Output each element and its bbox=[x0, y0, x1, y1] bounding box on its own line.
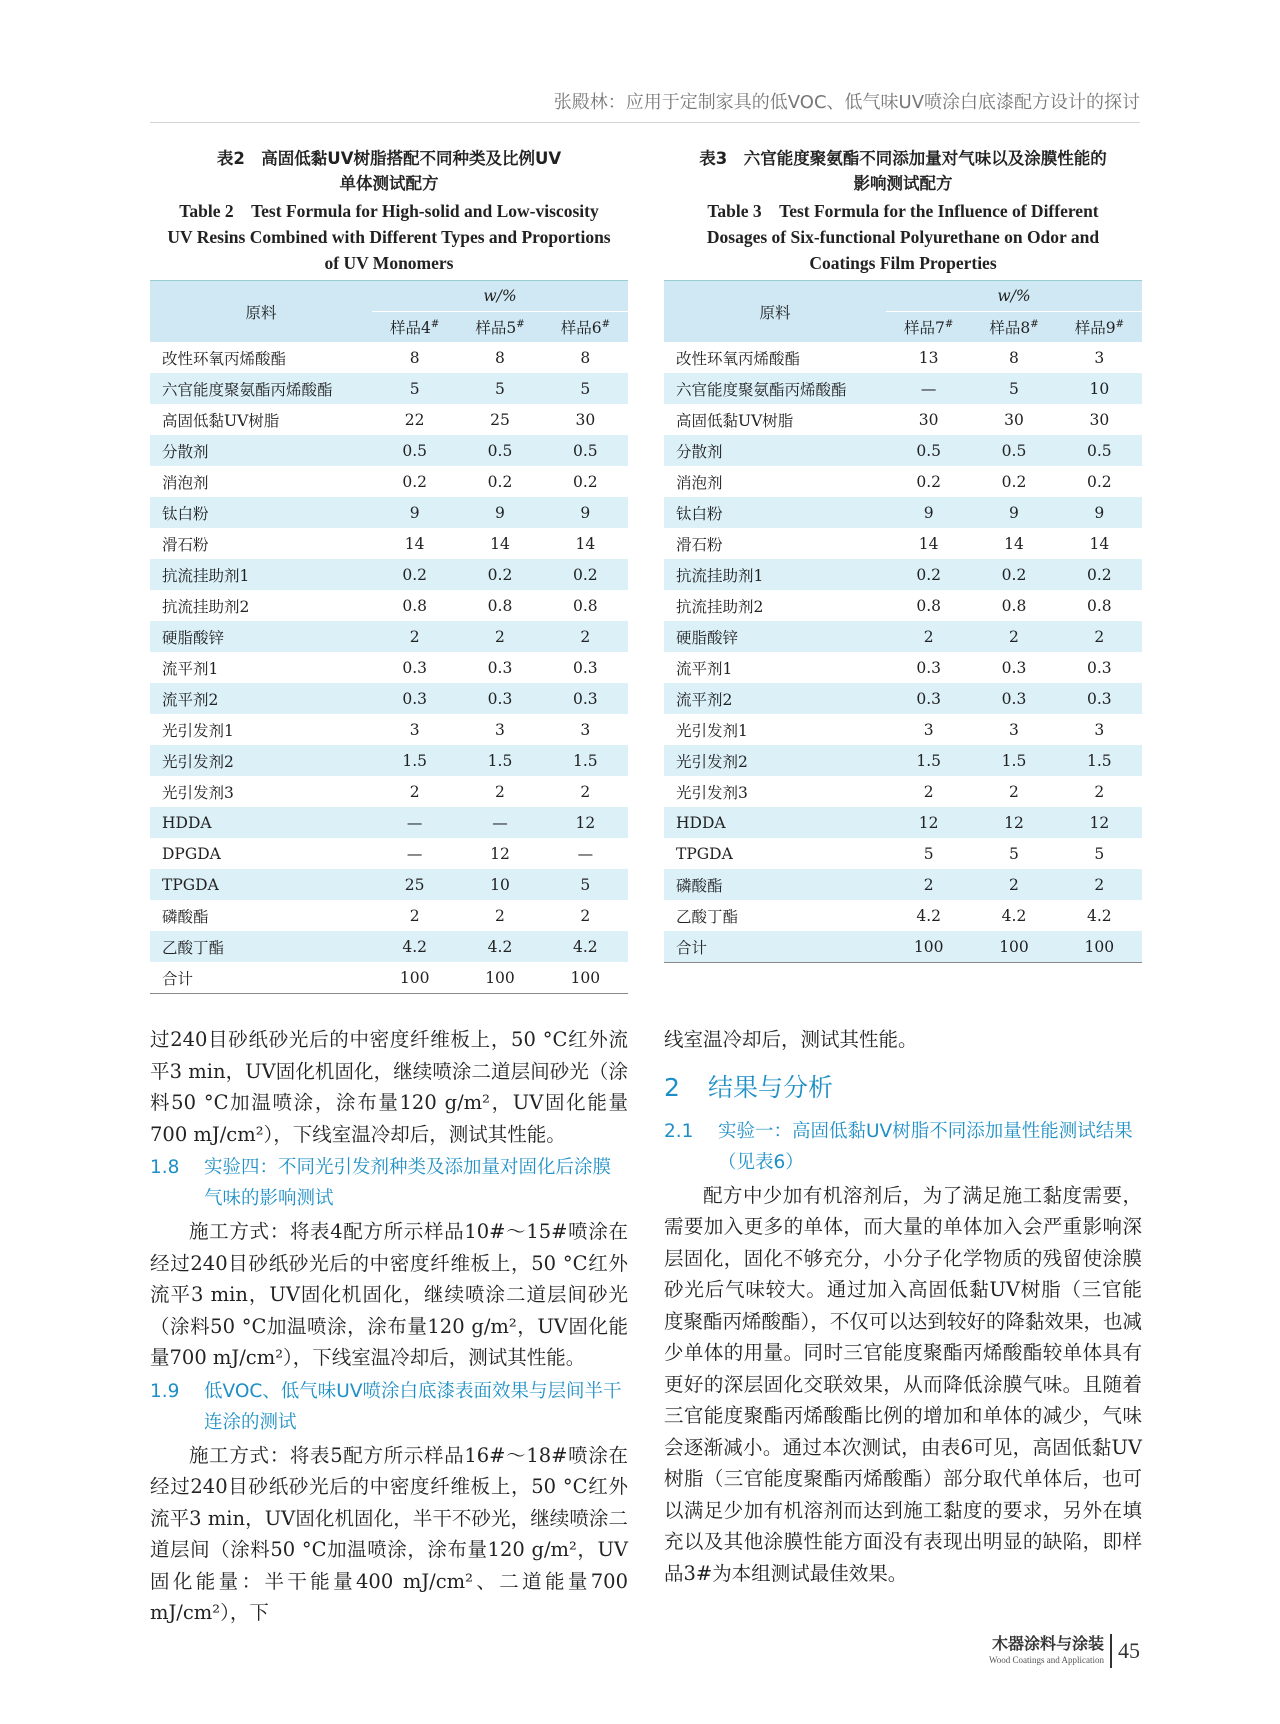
table-2-block bbox=[150, 146, 628, 994]
caption-line: UV Resins Combined with Different Types and Proportions bbox=[167, 227, 611, 247]
sample-value: 0.8 bbox=[886, 590, 971, 621]
table-row bbox=[664, 652, 1142, 683]
sample-value: 5 bbox=[543, 869, 628, 900]
material-name: 高固低黏UV树脂 bbox=[664, 404, 886, 435]
footer-divider bbox=[1110, 1634, 1112, 1668]
table-row bbox=[664, 404, 1142, 435]
sample-value: 14 bbox=[543, 528, 628, 559]
sample-value: 2 bbox=[543, 900, 628, 931]
material-name: 抗流挂助剂2 bbox=[664, 590, 886, 621]
sample-value: 0.8 bbox=[1057, 590, 1142, 621]
sample-value: 1.5 bbox=[372, 745, 457, 776]
sample-value: 10 bbox=[1057, 373, 1142, 404]
sample-value: 9 bbox=[1057, 497, 1142, 528]
caption-line: Table 3 Test Formula for the Influence of Different bbox=[707, 201, 1099, 221]
material-name: 钛白粉 bbox=[150, 497, 372, 528]
sample-value: 30 bbox=[543, 404, 628, 435]
table-row bbox=[664, 683, 1142, 714]
header-unit: w/% bbox=[886, 281, 1142, 312]
material-name: 流平剂1 bbox=[150, 652, 372, 683]
material-name: 抗流挂助剂1 bbox=[664, 559, 886, 590]
sample-value: 30 bbox=[1057, 404, 1142, 435]
table-row bbox=[664, 745, 1142, 776]
sample-value: 0.5 bbox=[457, 435, 542, 466]
sample-value: 2 bbox=[372, 900, 457, 931]
material-name: 改性环氧丙烯酸酯 bbox=[664, 342, 886, 373]
sample-value: 2 bbox=[971, 776, 1056, 807]
sample-value: 0.3 bbox=[971, 652, 1056, 683]
header-sample: 样品7# bbox=[886, 312, 971, 343]
paragraph: 过240目砂纸砂光后的中密度纤维板上，50 °C红外流平3 min，UV固化机固化，继续喷涂二道层间砂光（涂料50 °C加温喷涂，涂布量120 g/m²，UV固化能量700 mJ/cm²），下线室温冷却后，测试其性能。 bbox=[150, 1028, 628, 1146]
sample-value: 4.2 bbox=[971, 900, 1056, 931]
material-name: 滑石粉 bbox=[664, 528, 886, 559]
sample-value: 8 bbox=[372, 342, 457, 373]
sample-value: 0.2 bbox=[372, 559, 457, 590]
material-name: 合计 bbox=[664, 931, 886, 963]
caption-line: Dosages of Six-functional Polyurethane on Odor and bbox=[706, 227, 1100, 247]
sample-value: — bbox=[372, 807, 457, 838]
table-row bbox=[150, 652, 628, 683]
sample-value: 100 bbox=[543, 962, 628, 994]
paragraph: 线室温冷却后，测试其性能。 bbox=[664, 1028, 918, 1051]
sample-value: 0.5 bbox=[543, 435, 628, 466]
sample-value: 0.3 bbox=[372, 652, 457, 683]
running-header bbox=[150, 88, 1140, 123]
sample-value: — bbox=[457, 807, 542, 838]
sample-value: 12 bbox=[457, 838, 542, 869]
material-name: 光引发剂1 bbox=[664, 714, 886, 745]
table-row bbox=[664, 838, 1142, 869]
caption-line: of UV Monomers bbox=[324, 253, 454, 273]
table-row bbox=[664, 342, 1142, 373]
sample-value: 0.2 bbox=[372, 466, 457, 497]
sample-value: 0.3 bbox=[886, 652, 971, 683]
sample-value: 1.5 bbox=[971, 745, 1056, 776]
sample-value: 5 bbox=[886, 838, 971, 869]
material-name: 消泡剂 bbox=[150, 466, 372, 497]
table-row bbox=[150, 559, 628, 590]
sample-value: 0.8 bbox=[971, 590, 1056, 621]
sample-value: 5 bbox=[1057, 838, 1142, 869]
material-name: 抗流挂助剂1 bbox=[150, 559, 372, 590]
header-material: 原料 bbox=[150, 281, 372, 343]
sample-value: 1.5 bbox=[1057, 745, 1142, 776]
sample-value: 9 bbox=[971, 497, 1056, 528]
sample-value: 2 bbox=[886, 776, 971, 807]
table-row bbox=[150, 435, 628, 466]
table-row bbox=[150, 900, 628, 931]
table-row bbox=[664, 466, 1142, 497]
caption-line: 影响测试配方 bbox=[853, 174, 953, 193]
sample-value: 2 bbox=[886, 869, 971, 900]
sample-value: 0.2 bbox=[1057, 466, 1142, 497]
sample-value: 100 bbox=[886, 931, 971, 963]
table-row bbox=[664, 931, 1142, 963]
sample-value: — bbox=[886, 373, 971, 404]
material-name: 光引发剂3 bbox=[664, 776, 886, 807]
table-3-block bbox=[664, 146, 1142, 963]
sample-value: 8 bbox=[971, 342, 1056, 373]
sample-value: 3 bbox=[543, 714, 628, 745]
sample-value: 4.2 bbox=[457, 931, 542, 962]
table-row bbox=[150, 342, 628, 373]
sample-value: 8 bbox=[543, 342, 628, 373]
sample-value: 0.3 bbox=[971, 683, 1056, 714]
sample-value: 0.8 bbox=[457, 590, 542, 621]
sample-value: 14 bbox=[886, 528, 971, 559]
sample-value: 0.3 bbox=[543, 683, 628, 714]
material-name: 高固低黏UV树脂 bbox=[150, 404, 372, 435]
sample-value: 5 bbox=[457, 373, 542, 404]
table-row bbox=[664, 590, 1142, 621]
sample-value: 13 bbox=[886, 342, 971, 373]
sample-value: 4.2 bbox=[543, 931, 628, 962]
caption-line: Table 2 Test Formula for High-solid and Low-viscosity bbox=[179, 201, 599, 221]
section-heading-1-8: 1.8 实验四：不同光引发剂种类及添加量对固化后涂膜气味的影响测试 bbox=[150, 1157, 612, 1209]
table-row bbox=[150, 776, 628, 807]
paragraph: 施工方式：将表5配方所示样品16#～18#喷涂在经过240目砂纸砂光后的中密度纤维板上，50 °C红外流平3 min，UV固化机固化，半干不砂光，继续喷涂二道层间（涂料50 °C加温喷涂，涂布量120 g/m²，UV固化能量：半干能量400 mJ/cm²、二道能量700 mJ/cm²），下 bbox=[150, 1443, 628, 1624]
sample-value: 0.2 bbox=[971, 466, 1056, 497]
left-text-column bbox=[150, 1024, 628, 1629]
header-sample: 样品6# bbox=[543, 312, 628, 343]
caption-line: 单体测试配方 bbox=[339, 174, 439, 193]
material-name: 分散剂 bbox=[664, 435, 886, 466]
sample-value: 1.5 bbox=[886, 745, 971, 776]
sample-value: 30 bbox=[971, 404, 1056, 435]
sample-value: 2 bbox=[457, 900, 542, 931]
section-heading-1-9: 1.9 低VOC、低气味UV喷涂白底漆表面效果与层间半干连涂的测试 bbox=[150, 1380, 622, 1433]
sample-value: 30 bbox=[886, 404, 971, 435]
running-title: 张殿林：应用于定制家具的低VOC、低气味UV喷涂白底漆配方设计的探讨 bbox=[553, 92, 1140, 113]
table-row bbox=[150, 807, 628, 838]
sample-value: 1.5 bbox=[543, 745, 628, 776]
sample-value: 0.3 bbox=[457, 683, 542, 714]
sample-value: 12 bbox=[886, 807, 971, 838]
material-name: 流平剂2 bbox=[150, 683, 372, 714]
sample-value: 5 bbox=[971, 838, 1056, 869]
page-number: 45 bbox=[1118, 1638, 1140, 1663]
table-row bbox=[664, 869, 1142, 900]
material-name: 六官能度聚氨酯丙烯酸酯 bbox=[664, 373, 886, 404]
paragraph: 配方中少加有机溶剂后，为了满足施工黏度需要，需要加入更多的单体，而大量的单体加入会严重影响深层固化，固化不够充分，小分子化学物质的残留使涂膜砂光后气味较大。通过加入高固低黏UV树脂（三官能度聚酯丙烯酸酯），不仅可以达到较好的降黏效果，也减少单体的用量。同时三官能度聚酯丙烯酸酯较单体具有更好的深层固化交联效果，从而降低涂膜气味。且随着三官能度聚酯丙烯酸酯比例的增加和单体的减少，气味会逐渐减小。通过本次测试，由表6可见，高固低黏UV树脂（三官能度聚酯丙烯酸酯）部分取代单体后，也可以满足少加有机溶剂而达到施工黏度的要求，另外在填充以及其他涂膜性能方面没有表现出明显的缺陷，即样品3#为本组测试最佳效果。 bbox=[664, 1183, 1142, 1585]
table-row bbox=[664, 528, 1142, 559]
material-name: 光引发剂3 bbox=[150, 776, 372, 807]
sample-value: 3 bbox=[971, 714, 1056, 745]
table-row bbox=[150, 528, 628, 559]
sample-value: 2 bbox=[543, 776, 628, 807]
material-name: 乙酸丁酯 bbox=[150, 931, 372, 962]
table-row bbox=[664, 559, 1142, 590]
sample-value: 0.5 bbox=[971, 435, 1056, 466]
material-name: 流平剂2 bbox=[664, 683, 886, 714]
sample-value: 9 bbox=[886, 497, 971, 528]
table-3 bbox=[664, 280, 1142, 963]
sample-value: 2 bbox=[372, 776, 457, 807]
sample-value: 2 bbox=[971, 869, 1056, 900]
sample-value: 2 bbox=[457, 621, 542, 652]
sample-value: 2 bbox=[543, 621, 628, 652]
material-name: HDDA bbox=[664, 807, 886, 838]
material-name: 六官能度聚氨酯丙烯酸酯 bbox=[150, 373, 372, 404]
sample-value: 2 bbox=[971, 621, 1056, 652]
sample-value: 5 bbox=[543, 373, 628, 404]
material-name: TPGDA bbox=[150, 869, 372, 900]
sample-value: 3 bbox=[1057, 714, 1142, 745]
material-name: 硬脂酸锌 bbox=[664, 621, 886, 652]
sample-value: 0.8 bbox=[372, 590, 457, 621]
sample-value: 9 bbox=[457, 497, 542, 528]
sample-value: 14 bbox=[1057, 528, 1142, 559]
sample-value: 0.5 bbox=[1057, 435, 1142, 466]
table-row bbox=[664, 776, 1142, 807]
journal-brand bbox=[940, 1634, 1104, 1666]
table-row bbox=[664, 621, 1142, 652]
table-3-body bbox=[664, 342, 1142, 963]
header-sample: 样品9# bbox=[1057, 312, 1142, 343]
table-row bbox=[150, 404, 628, 435]
table-row bbox=[150, 621, 628, 652]
brand-name-cn: 木器涂料与涂装 bbox=[991, 1634, 1104, 1653]
sample-value: 2 bbox=[1057, 869, 1142, 900]
sample-value: 0.2 bbox=[886, 559, 971, 590]
sample-value: 12 bbox=[543, 807, 628, 838]
sample-value: 10 bbox=[457, 869, 542, 900]
sample-value: 0.3 bbox=[1057, 683, 1142, 714]
sample-value: 100 bbox=[1057, 931, 1142, 963]
paragraph: 施工方式：将表4配方所示样品10#～15#喷涂在经过240目砂纸砂光后的中密度纤维板上，50 °C红外流平3 min，UV固化机固化，继续喷涂二道层间砂光（涂料50 °C加温喷涂，涂布量120 g/m²，UV固化能量700 mJ/cm²），下线室温冷却后，测试其性能。 bbox=[150, 1220, 628, 1369]
table-row bbox=[150, 962, 628, 994]
sample-value: 5 bbox=[372, 373, 457, 404]
material-name: 钛白粉 bbox=[664, 497, 886, 528]
table-2-body bbox=[150, 342, 628, 994]
material-name: HDDA bbox=[150, 807, 372, 838]
sample-value: 0.8 bbox=[543, 590, 628, 621]
sample-value: 0.3 bbox=[886, 683, 971, 714]
sample-value: — bbox=[543, 838, 628, 869]
sample-value: 14 bbox=[457, 528, 542, 559]
sample-value: 3 bbox=[372, 714, 457, 745]
material-name: 硬脂酸锌 bbox=[150, 621, 372, 652]
table-row bbox=[150, 838, 628, 869]
material-name: 光引发剂1 bbox=[150, 714, 372, 745]
table-row bbox=[150, 683, 628, 714]
material-name: TPGDA bbox=[664, 838, 886, 869]
sample-value: 25 bbox=[457, 404, 542, 435]
right-text-column bbox=[664, 1024, 1142, 1589]
sample-value: 2 bbox=[372, 621, 457, 652]
sample-value: 14 bbox=[971, 528, 1056, 559]
table-row bbox=[150, 745, 628, 776]
table-row bbox=[664, 714, 1142, 745]
header-material: 原料 bbox=[664, 281, 886, 343]
sample-value: 0.2 bbox=[457, 559, 542, 590]
sample-value: 9 bbox=[372, 497, 457, 528]
table-row bbox=[150, 869, 628, 900]
sample-value: 9 bbox=[543, 497, 628, 528]
sample-value: 25 bbox=[372, 869, 457, 900]
table-3-caption-cn bbox=[664, 146, 1142, 196]
sample-value: 100 bbox=[457, 962, 542, 994]
sample-value: 12 bbox=[971, 807, 1056, 838]
sample-value: 3 bbox=[457, 714, 542, 745]
sample-value: 0.2 bbox=[543, 559, 628, 590]
table-2-caption-en bbox=[150, 198, 628, 276]
material-name: 光引发剂2 bbox=[150, 745, 372, 776]
material-name: 改性环氧丙烯酸酯 bbox=[150, 342, 372, 373]
sample-value: 2 bbox=[1057, 776, 1142, 807]
header-unit: w/% bbox=[372, 281, 628, 312]
table-row bbox=[150, 931, 628, 962]
sample-value: 0.2 bbox=[886, 466, 971, 497]
sample-value: 0.2 bbox=[457, 466, 542, 497]
table-row bbox=[664, 435, 1142, 466]
material-name: 磷酸酯 bbox=[664, 869, 886, 900]
sample-value: 3 bbox=[886, 714, 971, 745]
material-name: DPGDA bbox=[150, 838, 372, 869]
sample-value: 0.2 bbox=[1057, 559, 1142, 590]
material-name: 分散剂 bbox=[150, 435, 372, 466]
sample-value: 0.2 bbox=[543, 466, 628, 497]
material-name: 消泡剂 bbox=[664, 466, 886, 497]
table-row bbox=[150, 466, 628, 497]
sample-value: 100 bbox=[372, 962, 457, 994]
sample-value: 0.5 bbox=[372, 435, 457, 466]
sample-value: 2 bbox=[886, 621, 971, 652]
table-2-caption-cn bbox=[150, 146, 628, 196]
material-name: 滑石粉 bbox=[150, 528, 372, 559]
sample-value: 0.3 bbox=[457, 652, 542, 683]
table-3-caption-en bbox=[664, 198, 1142, 276]
header-sample: 样品4# bbox=[372, 312, 457, 343]
table-row bbox=[150, 714, 628, 745]
material-name: 流平剂1 bbox=[664, 652, 886, 683]
sample-value: — bbox=[372, 838, 457, 869]
section-heading-2-1: 2.1 实验一：高固低黏UV树脂不同添加量性能测试结果（见表6） bbox=[664, 1120, 1133, 1173]
sample-value: 0.3 bbox=[372, 683, 457, 714]
caption-line: Coatings Film Properties bbox=[809, 253, 997, 273]
brand-name-en: Wood Coatings and Application bbox=[988, 1655, 1104, 1665]
sample-value: 12 bbox=[1057, 807, 1142, 838]
table-row bbox=[150, 590, 628, 621]
table-row bbox=[664, 900, 1142, 931]
caption-line: 表3 六官能度聚氨酯不同添加量对气味以及涂膜性能的 bbox=[699, 149, 1107, 168]
sample-value: 5 bbox=[971, 373, 1056, 404]
sample-value: 22 bbox=[372, 404, 457, 435]
sample-value: 2 bbox=[457, 776, 542, 807]
sample-value: 0.3 bbox=[543, 652, 628, 683]
material-name: 合计 bbox=[150, 962, 372, 994]
sample-value: 0.5 bbox=[886, 435, 971, 466]
material-name: 抗流挂助剂2 bbox=[150, 590, 372, 621]
sample-value: 100 bbox=[971, 931, 1056, 963]
table-row bbox=[664, 807, 1142, 838]
sample-value: 4.2 bbox=[372, 931, 457, 962]
table-row bbox=[150, 497, 628, 528]
table-row bbox=[150, 373, 628, 404]
sample-value: 8 bbox=[457, 342, 542, 373]
sample-value: 4.2 bbox=[886, 900, 971, 931]
section-heading-2: 2 结果与分析 bbox=[664, 1072, 834, 1102]
table-row bbox=[664, 373, 1142, 404]
sample-value: 0.2 bbox=[971, 559, 1056, 590]
sample-value: 1.5 bbox=[457, 745, 542, 776]
table-row bbox=[664, 497, 1142, 528]
sample-value: 2 bbox=[1057, 621, 1142, 652]
sample-value: 3 bbox=[1057, 342, 1142, 373]
material-name: 乙酸丁酯 bbox=[664, 900, 886, 931]
caption-line: 表2 高固低黏UV树脂搭配不同种类及比例UV bbox=[216, 149, 562, 168]
material-name: 磷酸酯 bbox=[150, 900, 372, 931]
header-sample: 样品8# bbox=[971, 312, 1056, 343]
material-name: 光引发剂2 bbox=[664, 745, 886, 776]
header-sample: 样品5# bbox=[457, 312, 542, 343]
sample-value: 14 bbox=[372, 528, 457, 559]
sample-value: 0.3 bbox=[1057, 652, 1142, 683]
sample-value: 4.2 bbox=[1057, 900, 1142, 931]
table-2 bbox=[150, 280, 628, 994]
